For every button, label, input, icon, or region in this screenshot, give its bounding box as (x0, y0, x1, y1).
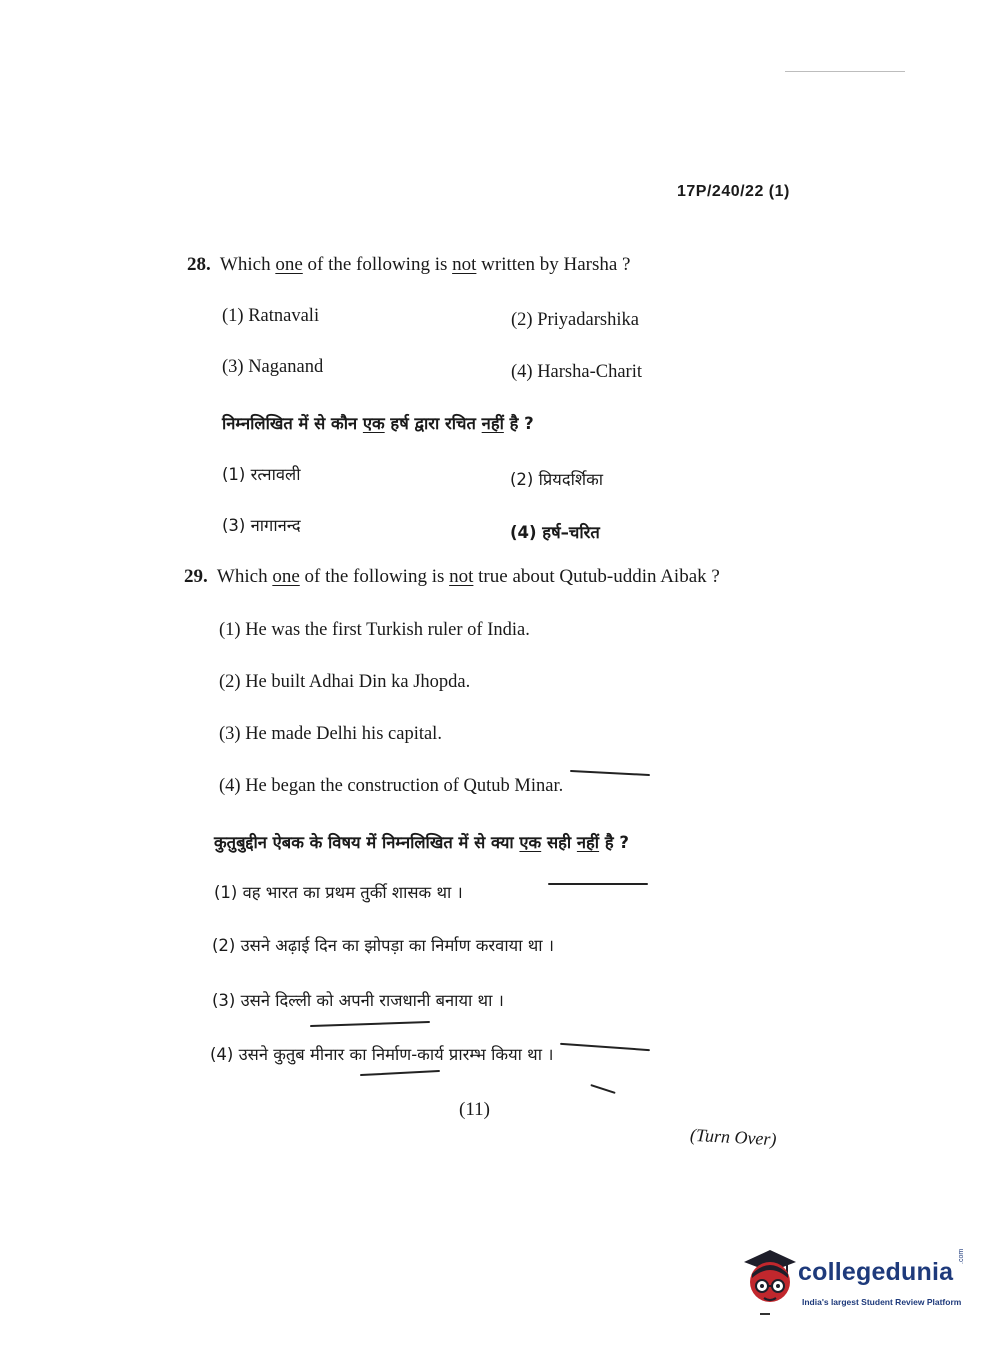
q28-option-4-hi: (4) हर्ष–चरित (510, 523, 600, 542)
question-28 (187, 254, 630, 276)
page-number: (11) (459, 1099, 490, 1120)
paper-code: 17P/240/22 (1) (677, 183, 790, 200)
scan-mark (570, 770, 650, 776)
logo-suffix: .com (958, 1248, 965, 1264)
underlined-not: not (452, 254, 477, 275)
question-text: of the following is (299, 566, 450, 587)
underlined-not: not (449, 566, 474, 587)
question-number: 29. (184, 566, 208, 587)
underlined-one: one (275, 254, 303, 275)
question-number: 28. (187, 254, 211, 275)
hindi-text: है ? (503, 414, 534, 433)
question-text: Which (216, 566, 273, 587)
question-text: of the following is (302, 254, 453, 275)
question-text: written by Harsha ? (476, 254, 631, 275)
hindi-text: है ? (599, 833, 629, 852)
q28-hindi-question (222, 411, 534, 434)
q29-option-2-en: (2) He built Adhai Din ka Jhopda. (219, 672, 471, 692)
q29-option-2-hi: (2) उसने अढ़ाई दिन का झोपड़ा का निर्माण करवाया था । (212, 936, 555, 955)
hindi-underlined-one: एक (362, 414, 385, 433)
scan-mark (590, 1084, 615, 1094)
student-mascot-icon (740, 1248, 798, 1310)
q29-option-3-en: (3) He made Delhi his capital. (219, 724, 442, 744)
scan-mark (548, 883, 648, 885)
question-text: true about Qutub-uddin Aibak ? (473, 566, 720, 587)
question-text: Which (219, 254, 276, 275)
q29-option-3-hi: (3) उसने दिल्ली को अपनी राजधानी बनाया था । (212, 991, 504, 1010)
q28-option-4-en: (4) Harsha-Charit (511, 362, 642, 382)
q29-option-1-en: (1) He was the first Turkish ruler of India. (219, 620, 530, 640)
q28-option-3-en: (3) Naganand (222, 357, 324, 377)
scan-mark (560, 1043, 650, 1051)
hindi-text: कुतुबुद्दीन ऐबक के विषय में निम्नलिखित में से क्या (214, 833, 520, 852)
hindi-text: सही (541, 833, 577, 852)
logo-wordmark: collegedunia (798, 1258, 954, 1286)
hindi-underlined-one: एक (519, 833, 542, 852)
q29-hindi-question (214, 830, 629, 853)
scan-mark (760, 1313, 770, 1315)
hindi-underlined-not: नहीं (481, 414, 504, 433)
question-29 (184, 566, 720, 588)
hindi-text: निम्नलिखित में से कौन (222, 414, 363, 433)
hindi-text: हर्ष द्वारा रचित (384, 414, 482, 433)
q28-option-2-hi: (2) प्रियदर्शिका (510, 470, 604, 489)
scan-mark (360, 1070, 440, 1076)
collegedunia-logo (740, 1248, 970, 1318)
underlined-one: one (272, 566, 300, 587)
turn-over: (Turn Over) (689, 1124, 777, 1150)
scan-mark (310, 1021, 430, 1027)
q28-option-1-en: (1) Ratnavali (222, 306, 320, 326)
logo-tagline: India's largest Student Review Platform (802, 1297, 962, 1307)
q28-option-2-en: (2) Priyadarshika (511, 310, 639, 330)
q29-option-4-en: (4) He began the construction of Qutub Minar. (219, 776, 564, 796)
q29-option-1-hi: (1) वह भारत का प्रथम तुर्की शासक था । (214, 883, 463, 902)
q28-option-3-hi: (3) नागानन्द (222, 516, 301, 535)
q28-option-1-hi: (1) रत्नावली (222, 465, 301, 484)
q29-option-4-hi: (4) उसने कुतुब मीनार का निर्माण-कार्य प्रारम्भ किया था । (210, 1045, 554, 1064)
top-rule (785, 71, 905, 72)
hindi-underlined-not: नहीं (576, 833, 600, 852)
